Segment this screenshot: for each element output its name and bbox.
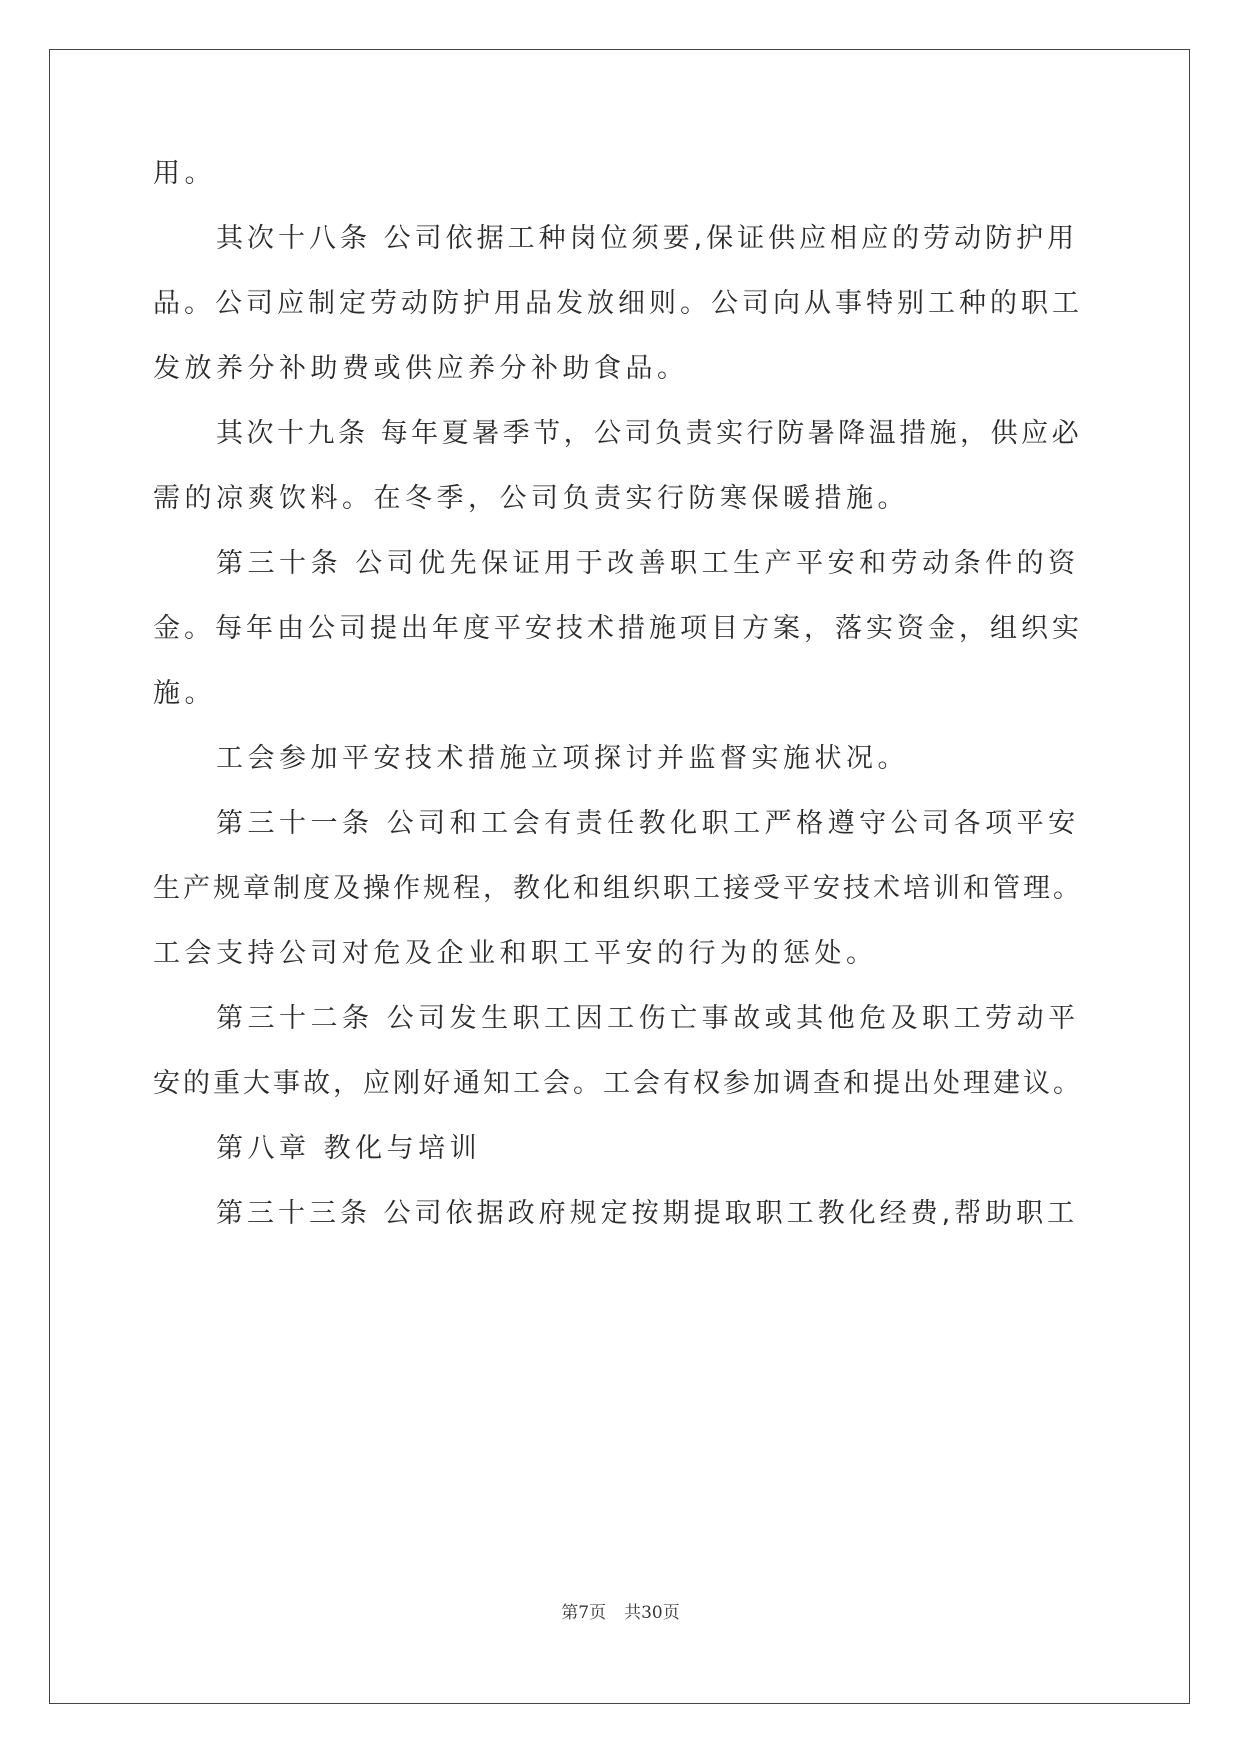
chapter-heading: 第八章 教化与培训 xyxy=(216,1133,482,1164)
text-line: 工会支持公司对危及企业和职工平安的行为的惩处。 xyxy=(153,938,878,969)
text-line: 品。公司应制定劳动防护用品发放细则。公司向从事特别工种的职工 xyxy=(153,288,1083,319)
text-line: 第三十三条 公司依据政府规定按期提取职工教化经费,帮助职工 xyxy=(216,1198,1079,1229)
text-line: 其次十九条 每年夏暑季节，公司负责实行防暑降温措施，供应必 xyxy=(216,418,1083,449)
text-line: 第三十条 公司优先保证用于改善职工生产平安和劳动条件的资 xyxy=(216,548,1080,579)
text-line: 其次十八条 公司依据工种岗位须要,保证供应相应的劳动防护用 xyxy=(216,223,1079,254)
text-line: 金。每年由公司提出年度平安技术措施项目方案，落实资金，组织实 xyxy=(153,613,1083,644)
page-footer xyxy=(0,1603,1241,1623)
page-total: 共30页 xyxy=(624,1603,680,1623)
text-line: 生产规章制度及操作规程，教化和组织职工接受平安技术培训和管理。 xyxy=(153,873,1083,904)
text-line: 施。 xyxy=(153,678,216,709)
document-body xyxy=(153,158,1088,1263)
text-line: 第三十一条 公司和工会有责任教化职工严格遵守公司各项平安 xyxy=(216,808,1080,839)
text-line: 安的重大事故，应刚好通知工会。工会有权参加调查和提出处理建议。 xyxy=(153,1068,1083,1099)
text-line: 工会参加平安技术措施立项探讨并监督实施状况。 xyxy=(216,743,909,774)
text-line: 用。 xyxy=(153,158,216,189)
text-line: 第三十二条 公司发生职工因工伤亡事故或其他危及职工劳动平 xyxy=(216,1003,1080,1034)
text-line: 需的凉爽饮料。在冬季，公司负责实行防寒保暖措施。 xyxy=(153,483,909,514)
text-line: 发放养分补助费或供应养分补助食品。 xyxy=(153,353,689,384)
page-number: 第7页 xyxy=(561,1603,607,1623)
